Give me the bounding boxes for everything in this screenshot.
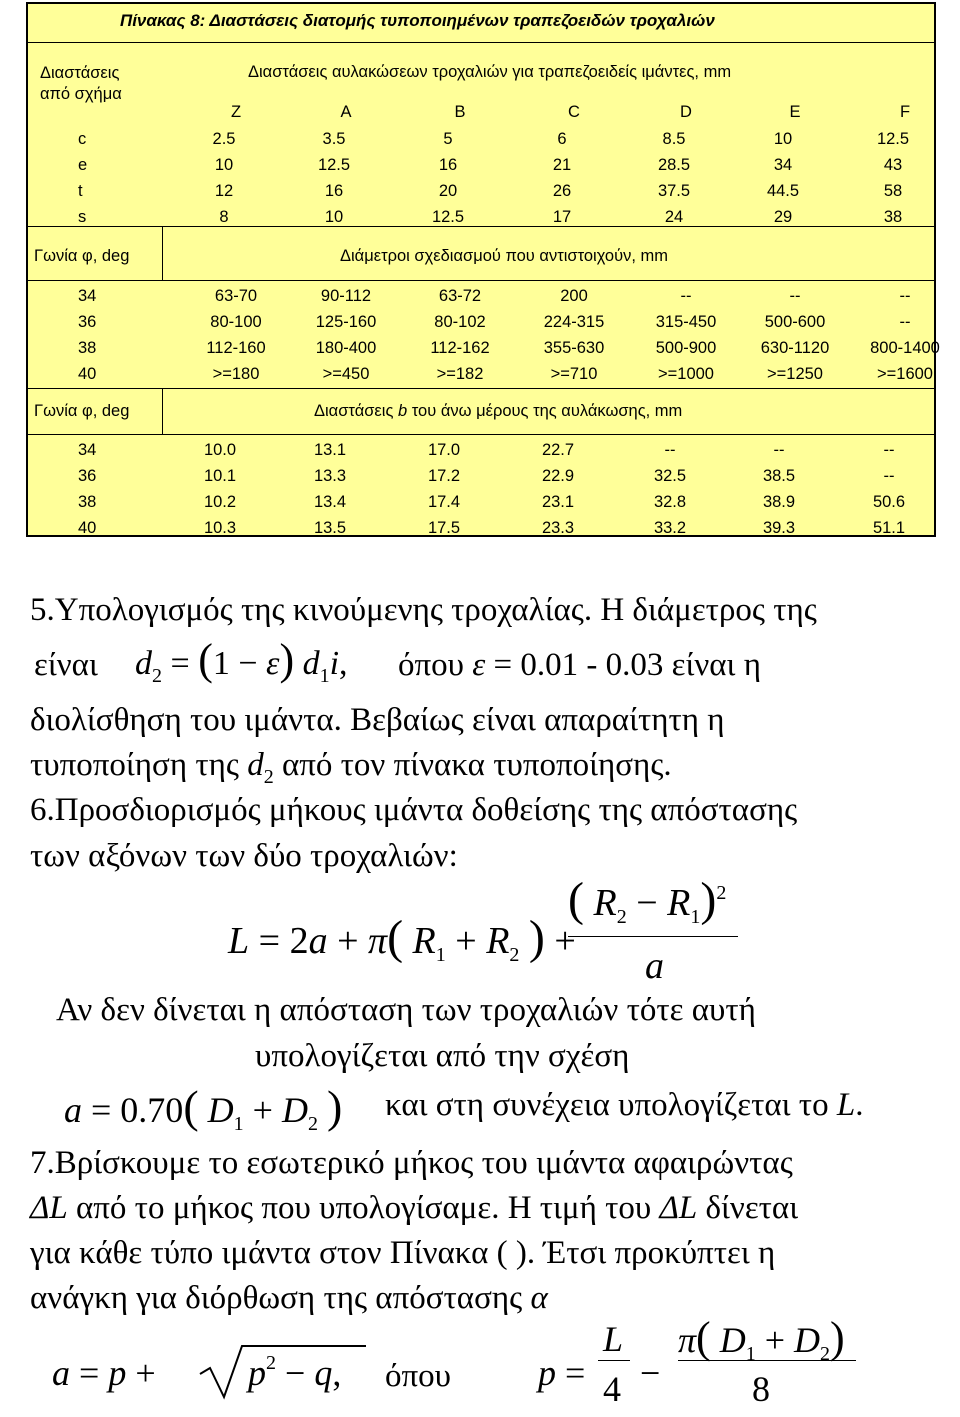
dimension-cell: 6	[557, 130, 567, 148]
header-from-figure-label: από σχήμα	[40, 85, 122, 103]
p6-line3: Αν δεν δίνεται η απόσταση των τροχαλιών τότε αυτή	[56, 992, 756, 1028]
diameter-cell: 224-315	[543, 313, 605, 331]
diameter-cell: 63-70	[214, 287, 258, 305]
formula-distance: a = 0.70( $D_1 + D_2$ )	[64, 1081, 343, 1135]
header-groove-dimensions: Διαστάσεις αυλακώσεων τροχαλιών για τραπεζοειδείς ιμάντες, mm	[248, 63, 732, 81]
diameter-cell: 112-160	[206, 339, 266, 357]
groove-cell: 10.2	[203, 493, 237, 511]
groove-cell: 17.4	[427, 493, 461, 511]
diameter-cell: 125-160	[315, 313, 377, 331]
dimension-cell: 5	[443, 130, 453, 148]
groove-cell: 13.1	[313, 441, 347, 459]
column-header-z: Z	[230, 103, 242, 121]
groove-cell: --	[773, 441, 785, 459]
groove-cell: 38.9	[762, 493, 796, 511]
belt-pulley-table	[26, 2, 940, 537]
groove-row-label: 40	[78, 519, 97, 537]
column-header-c: C	[568, 103, 580, 121]
diameter-cell: 112-162	[430, 339, 490, 357]
diameter-cell: --	[680, 287, 692, 305]
p6-line4: υπολογίζεται από την σχέση	[255, 1038, 630, 1074]
groove-row-label: 38	[78, 493, 97, 511]
formula-p-num-l: L	[603, 1319, 624, 1359]
diameter-cell: 180-400	[315, 339, 377, 357]
groove-cell: --	[883, 441, 895, 459]
table-title: Πίνακας 8: Διαστάσεις διατομής τυποποιημένων τραπεζοειδών τροχαλιών	[120, 11, 715, 30]
dimension-cell: 12.5	[317, 156, 351, 174]
dimension-cell: 44.5	[766, 182, 800, 200]
groove-cell: 50.6	[872, 493, 906, 511]
diameter-cell: --	[899, 287, 911, 305]
dimension-row-label: e	[78, 156, 88, 174]
dimension-cell: 37.5	[657, 182, 691, 200]
diameter-cell: 355-630	[543, 339, 605, 357]
groove-cell: 17.2	[427, 467, 461, 485]
diameter-cell: >=710	[550, 365, 598, 383]
diameter-cell: 63-72	[438, 287, 482, 305]
p7-line4: ανάγκη για διόρθωση της απόστασης α	[30, 1280, 548, 1316]
groove-cell: 10.3	[203, 519, 237, 537]
diameter-cell: >=1000	[658, 365, 714, 383]
dimension-cell: 29	[773, 208, 793, 226]
header-dimensions-label: Διαστάσεις	[40, 64, 120, 82]
diameter-row-label: 36	[78, 313, 97, 331]
diameter-cell: 500-600	[764, 313, 826, 331]
column-header-e: E	[789, 103, 801, 121]
dimension-cell: 38	[883, 208, 903, 226]
groove-cell: 13.5	[313, 519, 347, 537]
groove-cell: 22.9	[541, 467, 575, 485]
formula-numerator: ( $R_2 - R_1)^2$	[568, 873, 727, 928]
groove-cell: 33.2	[653, 519, 687, 537]
formula-denominator: a	[645, 945, 664, 987]
design-diameters-header: Διάμετροι σχεδιασμού που αντιστοιχούν, mm	[340, 247, 669, 265]
diameter-cell: >=180	[212, 365, 260, 383]
column-header-d: D	[680, 103, 692, 121]
dimension-cell: 12.5	[431, 208, 465, 226]
diameter-cell: 500-900	[655, 339, 717, 357]
formula-minus: −	[640, 1353, 661, 1393]
formula-p-den-8: 8	[752, 1369, 770, 1409]
groove-cell: --	[664, 441, 676, 459]
groove-cell: 23.1	[541, 493, 575, 511]
groove-width-header: Διαστάσεις b του άνω μέρους της αυλάκωσης, mm	[314, 402, 683, 420]
diameter-row-label: 34	[78, 287, 97, 305]
p7-line2: ΔL από το μήκος που υπολογίσαμε. Η τιμή του ΔL δίνεται	[30, 1190, 799, 1226]
dimension-cell: 8.5	[662, 130, 686, 148]
diameter-cell: >=1600	[877, 365, 933, 383]
dimension-cell: 8	[219, 208, 229, 226]
formula-root-body: $p^2 - q$,	[248, 1352, 342, 1393]
p7-line1: 7.Βρίσκουμε το εσωτερικό μήκος του ιμάντα αφαιρώντας	[30, 1145, 793, 1181]
diameter-cell: 315-450	[655, 313, 717, 331]
dimension-cell: 16	[324, 182, 344, 200]
diameter-cell: 80-102	[434, 313, 486, 331]
diameter-cell: 800-1400	[870, 339, 940, 357]
dimension-cell: 21	[552, 156, 572, 174]
formula-p: p =	[538, 1353, 586, 1393]
groove-cell: 51.1	[872, 519, 906, 537]
dimension-cell: 10	[324, 208, 344, 226]
diameter-cell: 80-100	[210, 313, 262, 331]
dimension-cell: 3.5	[322, 130, 346, 148]
angle-label: Γωνία φ, deg	[34, 247, 130, 265]
groove-cell: 10.1	[203, 467, 237, 485]
dimension-cell: 12.5	[876, 130, 910, 148]
dimension-cell: 20	[438, 182, 458, 200]
p6-line2: των αξόνων των δύο τροχαλιών:	[30, 838, 458, 874]
p6-line5: και στη συνέχεια υπολογίζεται το L.	[385, 1087, 864, 1123]
dimension-cell: 26	[552, 182, 572, 200]
diameter-cell: 200	[560, 287, 588, 305]
groove-cell: 39.3	[762, 519, 796, 537]
dimension-cell: 16	[438, 156, 458, 174]
groove-cell: 17.5	[427, 519, 461, 537]
diameter-cell: 630-1120	[760, 339, 830, 357]
groove-cell: 22.7	[541, 441, 575, 459]
angle-label-2: Γωνία φ, deg	[34, 402, 130, 420]
dimension-cell: 17	[552, 208, 572, 226]
groove-row-label: 36	[78, 467, 97, 485]
p5-line2: είναι	[34, 647, 98, 683]
diameter-cell: >=450	[322, 365, 370, 383]
dimension-cell: 28.5	[657, 156, 691, 174]
groove-cell: 10.0	[203, 441, 237, 459]
column-header-f: F	[899, 103, 911, 121]
groove-cell: 38.5	[762, 467, 796, 485]
p6-line1: 6.Προσδιορισμός μήκους ιμάντα δοθείσης της απόστασης	[30, 792, 798, 828]
groove-cell: 32.5	[653, 467, 687, 485]
diameter-cell: 90-112	[320, 287, 372, 305]
diameter-cell: --	[789, 287, 801, 305]
formula-belt-length: L = 2a + π( $R_1 + R_2$ ) +	[228, 911, 576, 966]
dimension-row-label: s	[78, 208, 87, 226]
column-header-b: B	[454, 103, 466, 121]
groove-cell: 17.0	[427, 441, 461, 459]
p7-line5-where: όπου	[385, 1358, 451, 1394]
p5-line3: διολίσθηση του ιμάντα. Βεβαίως είναι απαραίτητη η	[30, 702, 725, 738]
dimension-cell: 10	[214, 156, 234, 174]
diameter-cell: --	[899, 313, 911, 331]
diameter-row-label: 40	[78, 365, 97, 383]
dimension-cell: 10	[773, 130, 793, 148]
p5-line1: 5.Υπολογισμός της κινούμενης τροχαλίας. Η διάμετρος της	[30, 592, 817, 628]
dimension-cell: 43	[883, 156, 903, 174]
groove-cell: 13.4	[313, 493, 347, 511]
dimension-cell: 2.5	[212, 130, 236, 148]
groove-cell: 23.3	[541, 519, 575, 537]
p5-line4: τυποποίηση της $d_2$ από τον πίνακα τυποποίησης.	[30, 747, 672, 788]
groove-cell: 13.3	[313, 467, 347, 485]
formula-p-den-4: 4	[603, 1369, 621, 1409]
formula-d2: $d_2 = (1 - \varepsilon)$ $d_1i$,	[135, 635, 348, 687]
dimension-cell: 34	[773, 156, 793, 174]
dimension-row-label: t	[78, 182, 83, 200]
diameter-cell: >=182	[436, 365, 484, 383]
groove-row-label: 34	[78, 441, 97, 459]
dimension-row-label: c	[78, 130, 87, 148]
groove-cell: --	[883, 467, 895, 485]
dimension-cell: 12	[214, 182, 234, 200]
groove-cell: 32.8	[653, 493, 687, 511]
dimension-cell: 24	[664, 208, 684, 226]
diameter-row-label: 38	[78, 339, 97, 357]
column-header-a: A	[340, 103, 352, 121]
formula-p-num-pi: π( $D_1 + D_2$)	[678, 1313, 845, 1365]
p7-line3: για κάθε τύπο ιμάντα στον Πίνακα ( ). Έτσι προκύπτει η	[30, 1235, 776, 1271]
p5-line2-where: όπου ε = 0.01 - 0.03 είναι η	[398, 647, 761, 683]
diameter-cell: >=1250	[767, 365, 823, 383]
dimension-cell: 58	[883, 182, 903, 200]
formula-a-root: a = p +	[52, 1353, 156, 1393]
